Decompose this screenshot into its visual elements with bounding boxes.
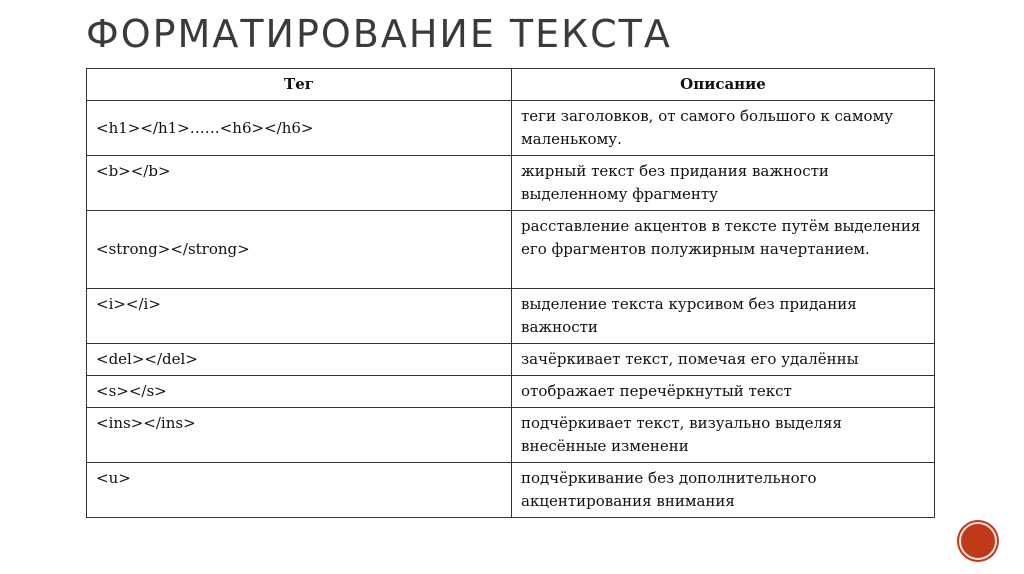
table-row: [87, 408, 935, 463]
header-description: Описание: [512, 69, 935, 101]
description-cell: подчёркивание без дополнительного акцентирования внимания: [512, 463, 935, 518]
table-row: [87, 211, 935, 289]
header-tag: Тег: [87, 69, 512, 101]
description-cell: расставление акцентов в тексте путём выделения его фрагментов полужирным начертанием.: [512, 211, 935, 289]
table-row: [87, 344, 935, 376]
description-cell: подчёркивает текст, визуально выделяя внесённые изменени: [512, 408, 935, 463]
tag-cell: <del></del>: [87, 344, 512, 376]
description-cell: выделение текста курсивом без придания важности: [512, 289, 935, 344]
slide-nav-dot-icon[interactable]: [959, 522, 997, 560]
tag-cell: <h1></h1>……<h6></h6>: [87, 101, 512, 156]
table-row: [87, 156, 935, 211]
description-cell: теги заголовков, от самого большого к самому маленькому.: [512, 101, 935, 156]
tag-cell: <ins></ins>: [87, 408, 512, 463]
tag-cell: <u>: [87, 463, 512, 518]
tag-cell: <b></b>: [87, 156, 512, 211]
description-cell: жирный текст без придания важности выделенному фрагменту: [512, 156, 935, 211]
table-row: [87, 376, 935, 408]
table-row: [87, 463, 935, 518]
tags-table: [86, 68, 935, 518]
tag-cell: <strong></strong>: [87, 211, 512, 289]
table-header-row: [87, 69, 935, 101]
page-title: ФОРМАТИРОВАНИЕ ТЕКСТА: [86, 12, 672, 56]
description-cell: зачёркивает текст, помечая его удалённы: [512, 344, 935, 376]
table-row: [87, 101, 935, 156]
table-row: [87, 289, 935, 344]
description-cell: отображает перечёркнутый текст: [512, 376, 935, 408]
tag-cell: <s></s>: [87, 376, 512, 408]
tag-cell: <i></i>: [87, 289, 512, 344]
